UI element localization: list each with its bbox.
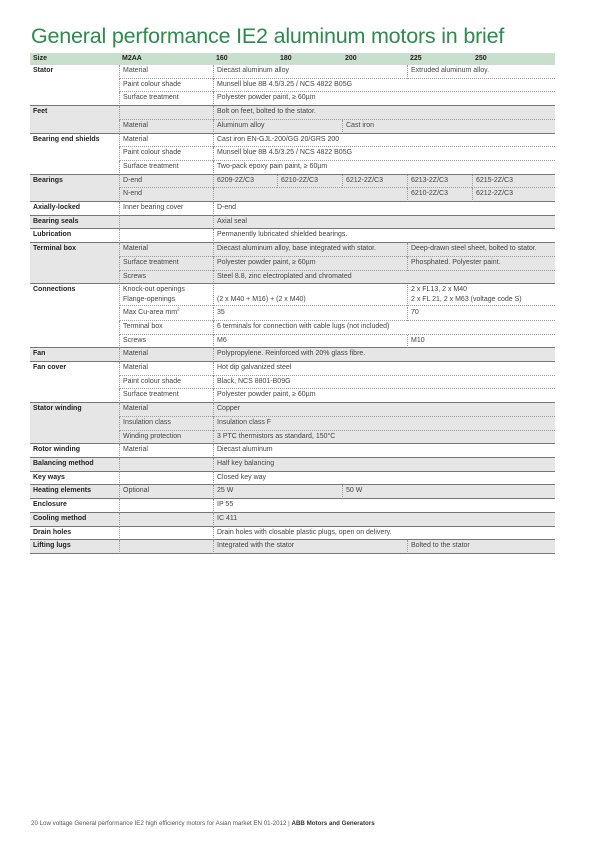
cell-value: Steel 8.8, zinc electroplated and chromated xyxy=(213,271,555,285)
cell-value: Phosphated. Polyester paint. xyxy=(407,257,555,271)
cell-value-line: (2 x M40 + M16) + (2 x M40) xyxy=(217,296,306,304)
row-sublabel: Surface treatment xyxy=(119,92,213,106)
cell-value: Munsell blue 8B 4.5/3.25 / NCS 4822 B05G xyxy=(213,147,555,161)
row-label: Connections xyxy=(33,286,76,294)
table-row xyxy=(30,307,555,321)
table-row xyxy=(30,161,555,175)
cell-value-line: 2 x FL13, 2 x M40 xyxy=(411,286,468,294)
table-row xyxy=(30,65,555,79)
cell-value: D-end xyxy=(213,202,555,216)
table-row xyxy=(30,458,555,472)
cell-value: Extruded aluminum alloy. xyxy=(407,65,555,79)
table-row xyxy=(30,229,555,243)
row-sublabel: Material xyxy=(119,362,213,376)
row-label: Bearings xyxy=(30,175,119,189)
row-sublabel: N-end xyxy=(119,188,213,202)
cell-value: 50 W xyxy=(342,485,555,499)
page-footer xyxy=(31,820,375,827)
row-label: Heating elements xyxy=(30,485,119,499)
header-180: 180 xyxy=(280,55,292,62)
table-row xyxy=(30,243,555,257)
row-sublabel: Material xyxy=(119,444,213,458)
cell-value: Aluminum alloy xyxy=(213,120,342,134)
header-type: M2AA xyxy=(122,55,142,62)
row-label: Rotor winding xyxy=(30,444,119,458)
cell-value: Polyester powder paint, ≥ 60µm xyxy=(213,389,555,403)
row-label: Axially-locked xyxy=(30,202,119,216)
cell-value: Diecast aluminum xyxy=(213,444,555,458)
row-sublabel: Terminal box xyxy=(119,321,213,335)
cell-value-line: 2 x FL 21, 2 x M63 (voltage code S) xyxy=(411,296,522,304)
table-row xyxy=(30,527,555,541)
cell-value: M6 xyxy=(213,335,407,349)
cell-value: Insulation class F xyxy=(213,417,555,431)
row-sublabel: Material xyxy=(119,243,213,257)
cell-value xyxy=(407,285,555,306)
row-sublabel: Inner bearing cover xyxy=(119,202,213,216)
cell-value: Munsell blue 8B 4.5/3.25 / NCS 4822 B05G xyxy=(213,79,555,93)
row-sublabel: Paint colour shade xyxy=(119,376,213,390)
cell-value: Axial seal xyxy=(213,216,555,230)
cell-value: Copper xyxy=(213,403,555,417)
table-row xyxy=(30,335,555,349)
table-row xyxy=(30,202,555,216)
cell-value: Polyester powder paint, ≥ 60µm xyxy=(213,92,555,106)
row-sublabel: Surface treatment xyxy=(119,389,213,403)
cell-value: Polyester powder paint, ≥ 60µm xyxy=(213,257,407,271)
row-label: Balancing method xyxy=(30,458,119,472)
row-label: Cooling method xyxy=(30,513,119,527)
table-row xyxy=(30,175,555,189)
table-row xyxy=(30,271,555,285)
specifications-table xyxy=(30,53,555,554)
footer-text: 20 Low voltage General performance IE2 high efficiency motors for Asian market EN 01-2012 | xyxy=(31,820,292,827)
table-row xyxy=(30,216,555,230)
row-sublabel: Surface treatment xyxy=(119,161,213,175)
cell-value: 6212-2Z/C3 xyxy=(472,188,555,202)
row-label: Stator winding xyxy=(30,403,119,417)
cell-value: Permanently lubricated shielded bearings. xyxy=(213,229,555,243)
table-row xyxy=(30,79,555,93)
row-label: Fan cover xyxy=(33,364,67,372)
table-row xyxy=(30,92,555,106)
cell-value: Closed key way xyxy=(213,472,555,486)
row-sublabel: Material xyxy=(119,403,213,417)
cell-value: 3 PTC thermistors as standard, 150°C xyxy=(213,431,555,445)
table-row xyxy=(30,284,555,307)
cell-value: Polypropylene. Reinforced with 20% glass fibre. xyxy=(213,348,555,362)
table-row xyxy=(30,431,555,445)
cell-value: IP 55 xyxy=(213,499,555,513)
row-sublabel: Material xyxy=(119,120,213,134)
row-label: Feet xyxy=(30,106,119,120)
cell-value: Half key balancing xyxy=(213,458,555,472)
table-row xyxy=(30,106,555,120)
cell-value xyxy=(213,285,407,306)
cell-value: Hot dip galvanized steel xyxy=(213,362,555,376)
header-size: Size xyxy=(33,55,48,62)
table-row xyxy=(30,513,555,527)
table-row xyxy=(30,188,555,202)
table-row xyxy=(30,376,555,390)
row-sublabel: Screws xyxy=(119,335,213,349)
row-label: Lubrication xyxy=(30,229,119,243)
cell-value: Bolted to the stator xyxy=(407,540,555,554)
table-row xyxy=(30,499,555,513)
header-160: 160 xyxy=(216,55,228,62)
row-sublabel: Optional xyxy=(119,485,213,499)
row-sublabel-line: Knock-out openings xyxy=(123,286,185,294)
row-sublabel-line: Flange-openings xyxy=(123,296,176,304)
cell-value: Cast iron EN-GJL-200/GG 20/GRS 200 xyxy=(213,134,555,148)
row-label: Enclosure xyxy=(30,499,119,513)
row-label: Bearing end shields xyxy=(33,135,100,143)
table-row xyxy=(30,147,555,161)
row-label: Drain holes xyxy=(30,527,119,541)
cell-value: 6210-2Z/C3 xyxy=(407,188,472,202)
table-row xyxy=(30,389,555,403)
cell-value: 70 xyxy=(407,307,555,321)
table-header xyxy=(30,53,555,65)
row-sublabel: Material xyxy=(119,348,213,362)
table-row xyxy=(30,134,555,148)
cell-value: 6209-2Z/C3 xyxy=(213,175,277,189)
page-title: General performance IE2 aluminum motors in brief xyxy=(31,24,505,48)
cell-value: Diecast aluminum alloy, base integrated with stator. xyxy=(213,243,407,257)
table-row xyxy=(30,485,555,499)
cell-value: IC 411 xyxy=(213,513,555,527)
cell-value: Black, NCS 8801-B09G xyxy=(213,376,555,390)
cell-value: Two-pack epoxy pain paint, ≥ 60µm xyxy=(213,161,555,175)
cell-value: 6210-2Z/C3 xyxy=(277,175,342,189)
row-label: Lifting lugs xyxy=(30,540,119,554)
table-row xyxy=(30,321,555,335)
row-sublabel: Material xyxy=(119,65,213,79)
cell-value: 6 terminals for connection with cable lugs (not included) xyxy=(213,321,555,335)
row-label: Bearing seals xyxy=(30,216,119,230)
cell-value: 6215-2Z/C3 xyxy=(472,175,555,189)
cell-value: Cast iron xyxy=(342,120,555,134)
row-sublabel: Screws xyxy=(119,271,213,285)
cell-value: Bolt on feet, bolted to the stator. xyxy=(213,106,555,120)
table-row xyxy=(30,472,555,486)
cell-value: Drain holes with closable plastic plugs, open on delivery. xyxy=(213,527,555,541)
cell-value: Diecast aluminum alloy xyxy=(213,65,407,79)
cell-value: 6213-2Z/C3 xyxy=(407,175,472,189)
cell-value: Integrated with the stator xyxy=(213,540,407,554)
row-sublabel: Paint colour shade xyxy=(119,147,213,161)
table-row xyxy=(30,540,555,554)
header-225: 225 xyxy=(410,55,422,62)
row-sublabel: Surface treatment xyxy=(119,257,213,271)
row-sublabel: Max Cu-area $mm^2$ xyxy=(119,307,213,321)
table-row xyxy=(30,348,555,362)
row-label: Terminal box xyxy=(30,243,119,257)
row-sublabel: Material xyxy=(119,134,213,148)
cell-value: Deep-drawn steel sheet, bolted to stator. xyxy=(407,243,555,257)
header-250: 250 xyxy=(475,55,487,62)
table-row xyxy=(30,444,555,458)
table-row xyxy=(30,120,555,134)
row-sublabel: D-end xyxy=(119,175,213,189)
table-row xyxy=(30,403,555,417)
cell-value: 25 W xyxy=(213,485,342,499)
row-sublabel: Insulation class xyxy=(119,417,213,431)
row-label: Fan xyxy=(30,348,119,362)
table-row xyxy=(30,417,555,431)
row-sublabel: Paint colour shade xyxy=(119,79,213,93)
table-row xyxy=(30,362,555,376)
row-label: Key ways xyxy=(30,472,119,486)
cell-value: M10 xyxy=(407,335,555,349)
table-row xyxy=(30,257,555,271)
footer-brand: ABB Motors and Generators xyxy=(291,820,375,827)
header-200: 200 xyxy=(345,55,357,62)
cell-value: 6212-2Z/C3 xyxy=(342,175,407,189)
row-label: Stator xyxy=(33,67,54,74)
row-sublabel xyxy=(119,285,213,306)
row-sublabel: Winding protection xyxy=(119,431,213,445)
cell-value: 35 xyxy=(213,307,407,321)
